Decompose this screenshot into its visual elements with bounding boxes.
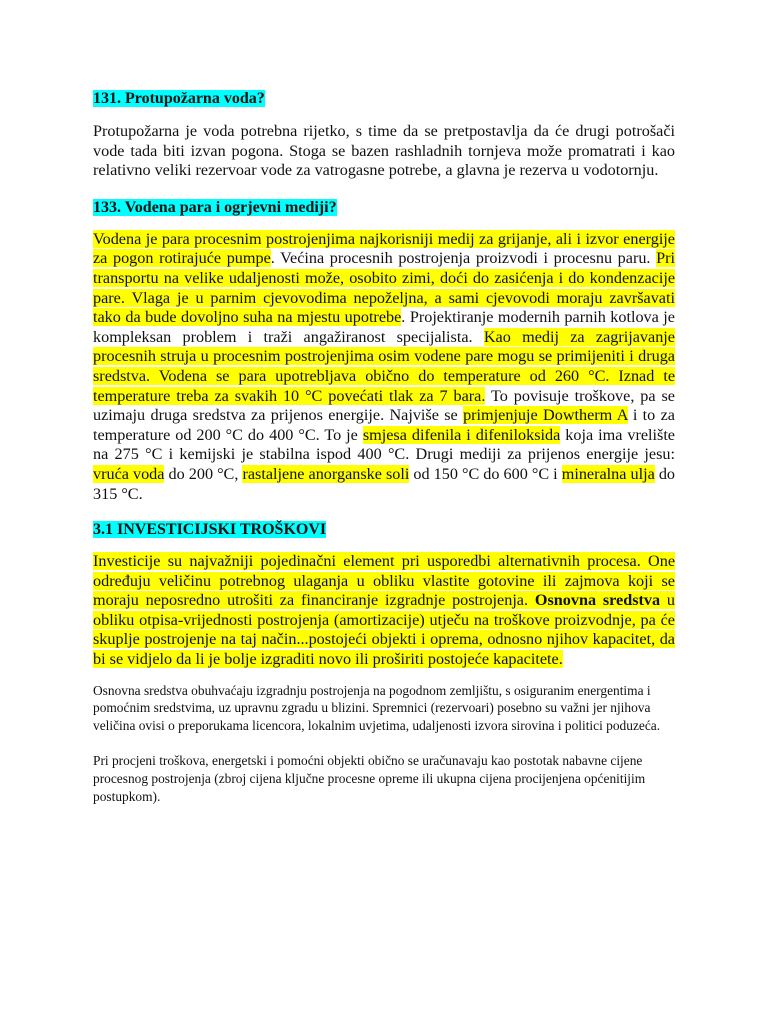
highlighted-text: primjenjuje Dowtherm A	[463, 406, 628, 425]
bold-highlighted-text: Osnovna sredstva	[534, 591, 661, 610]
plain-text: koja ima vrelište na 275 °C i kemijski je stabilna ispod 400 °C. Drugi mediji za prijenos energije jesu:	[93, 425, 675, 464]
section-131-heading-text: 131. Protupožarna voda?	[93, 90, 265, 107]
section-3-1-paragraph	[93, 552, 675, 670]
document-content	[93, 88, 675, 805]
highlighted-text: Vodena je para procesnim postrojenjima najkorisniji medij za grijanje, ali i izvor energije za pogon rotirajuće pumpe	[93, 229, 675, 268]
plain-text: do 200 °C,	[164, 464, 243, 483]
paragraph-osnovna-sredstva: Osnovna sredstva obuhvaćaju izgradnju postrojenja na pogodnom zemljištu, s osiguranim energentima i pomoćnim sredstvima, uz upravnu zgradu u blizini. Spremnici (rezervoari) posebno su važni jer njihova veličina ovisi o preporukama licencora, lokalnim uvjetima, udaljenosti izvora sirovina i politici poduzeća.	[93, 682, 661, 734]
highlighted-text: rastaljene anorganske soli	[242, 464, 410, 483]
highlighted-text: Kao medij za zagrijavanje procesnih struja u procesnim postrojenjima osim vodene pare mogu se primijeniti i druga sredstva. Vodena se para upotrebljava obično do temperature od 260 °C. Iznad te temperature treba za svakih 10 °C povećati tlak za 7 bara.	[93, 327, 675, 405]
highlighted-text: smjesa difenila i difeniloksida	[362, 425, 561, 444]
plain-text: od 150 °C do 600 °C i	[409, 464, 562, 483]
section-133-heading	[93, 197, 675, 219]
section-131-paragraph: Protupožarna je voda potrebna rijetko, s time da se pretpostavlja da će drugi potrošači vode tada biti izvan pogona. Stoga se bazen rashladnih tornjeva može promatrati i kao relativno veliki rezervoar vode za vatrogasne potrebe, a glavna je rezerva u vodotornju.	[93, 122, 675, 180]
highlighted-text: mineralna ulja	[561, 464, 655, 483]
highlighted-text: Pri transportu na velike udaljenosti može, osobito zimi, doći do zasićenja i do kondenzacije pare. Vlaga je u parnim cjevovodima nepoželjna, a sami cjevovodi moraju završavati tako da bude dovoljno suha na mjestu upotrebe	[93, 249, 675, 327]
plain-text: . Projektiranje modernih parnih kotlova je kompleksan problem i traži angažiranost specijalista.	[93, 308, 675, 346]
section-3-1-heading	[93, 519, 675, 541]
plain-text: . Većina procesnih postrojenja proizvodi i procesnu paru.	[270, 249, 657, 268]
paragraph-procjena-troskova: Pri procjeni troškova, energetski i pomoćni objekti obično se uračunavaju kao postotak nabavne cijene procesnog postrojenja (zbroj cijena ključne procesne opreme ili ukupna cijena procijenjena općenitijim postupkom).	[93, 753, 646, 804]
section-133-paragraph	[93, 230, 675, 504]
section-131-heading	[93, 88, 675, 110]
plain-text: do 315 °C.	[93, 464, 676, 503]
highlighted-text: u obliku otpisa-vrijednosti postrojenja (amortizacije) utječu na troškove proizvodnje, pa će skuplje postrojenje na taj način...postojeći objekti i oprema, odnosno njihov kapacitet, da bi se vidjelo da li je bolje izgraditi novo ili proširiti postojeće kapacitete.	[93, 591, 676, 669]
highlighted-text: vruća voda	[93, 464, 165, 483]
plain-text: i to za temperature od 200 °C do 400 °C. To je	[93, 406, 675, 444]
section-133-heading-text: 133. Vodena para i ogrjevni mediji?	[93, 198, 337, 216]
section-3-1-heading-text: 3.1 INVESTICIJSKI TROŠKOVI	[93, 521, 327, 539]
plain-text: To povisuje troškove, pa se uzimaju druga sredstva za prijenos energije. Najviše se	[93, 386, 675, 425]
highlighted-text: Investicije su najvažniji pojedinačni element pri usporedbi alternativnih procesa. One određuju veličinu potrebnog ulaganja u obliku vlastite gotovine ili zajmova koji se moraju neposredno utrošiti za financiranje izgradnje postrojenja.	[93, 552, 675, 610]
